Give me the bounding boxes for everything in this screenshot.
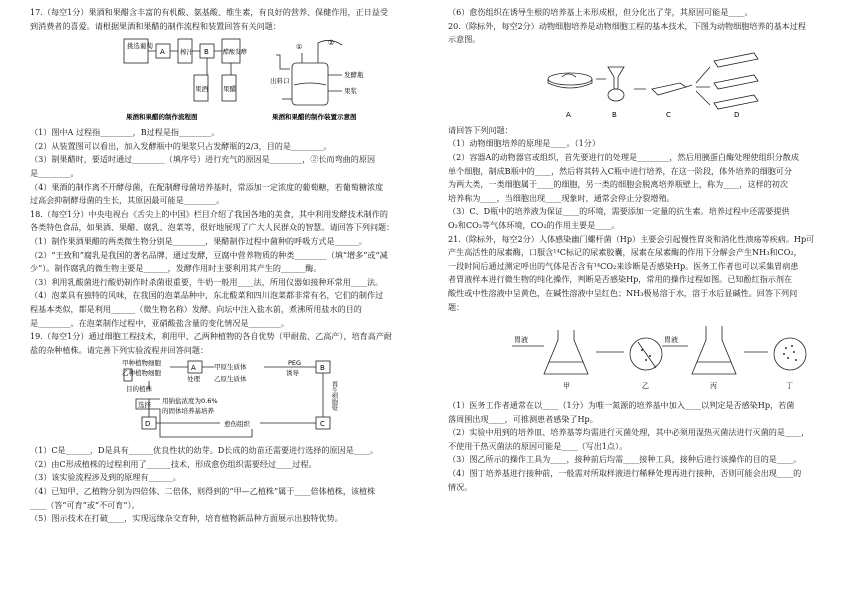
q18-line-8: 程基本类似，都是利用______（微生物名称）发酵。向坛中注入盐水前，煮沸所用盐水的目的 (30, 303, 362, 314)
q19-label-treat: 处理 (187, 375, 200, 384)
q21-line-2: 产生高活性的尿素酶，口服含¹⁴C标记的尿素胶囊，尿素在尿素酶的作用下分解会产生NH₃和CO₂， (448, 247, 802, 258)
q19-box-a: A (191, 364, 196, 373)
q17-caption-flow: 果酒和果醋的制作流程图 (126, 113, 198, 122)
q21-line-4: 者胃液样本进行微生物的纯化操作，判断是否感染Hp，常用的操作过程如图。已知酚红指示剂在 (448, 274, 793, 285)
q17-box-juicing: 榨汁 (180, 48, 193, 57)
q17-line-3: （3）制果醋时，要适时通过________（填序号）进行充气的原因是________，②长而弯曲的原因 (30, 154, 376, 165)
q20-line-2: （1）动物细胞培养的原理是____。（1分） (448, 138, 600, 149)
q18-line-7: （4）泡菜具有独特的风味，在我国的泡菜品种中，东北酸菜和四川泡菜都非常有名，它们的制作过 (30, 290, 384, 301)
q20-label-d: D (734, 110, 740, 119)
q19-label-cell-a: 甲种植物细胞 (122, 359, 161, 368)
q18-line-1: 18.（每空1分）中央电视台《舌尖上的中国》栏目介绍了我国各地的美食，其中利用发酵技术制作的 (30, 208, 388, 219)
q19-label-salt-2: 的固体培养基培养 (162, 407, 214, 416)
q20-line-1: 请回答下列问题： (448, 124, 513, 135)
q17-caption-device: 果酒和果醋的制作装置示意图 (272, 113, 357, 122)
q19-label-salt-1: 用钠盐浓度为0.6% (162, 397, 218, 406)
q19-tail-line: （6）愈伤组织在诱导生根的培养基上未形成根，但分化出了芽，其原因可能是____。 (448, 7, 753, 17)
q21-answer-line-3: （2）实验中用到的培养皿、培养基等均需进行灭菌处理，其中必须用湿热灭菌法进行灭菌的是____， (448, 427, 810, 438)
q19-line-2: （2）由C形成植株的过程利用了______技术，形成愈伤组织需要经过____过程。 (30, 458, 317, 469)
q20-line-7: （3）C、D瓶中的培养液为保证____的环境，需要添加一定量的抗生素。培养过程中还需要提供 (448, 206, 790, 217)
q18-line-4: （2）“王致和”腐乳是我国的著名品牌，通过发酵，豆腐中营养物质的种类________（填“增多”或“减 (30, 249, 388, 260)
q21-answer-line-2: 落周围出现____，可推测患者感染了Hp。 (448, 413, 598, 424)
q21-answer-line-1: （1）医务工作者通常在以____（1分）为唯一氮源的培养基中加入____以判定是否感染Hp，若菌 (448, 400, 795, 411)
q20-line-6: 培养称为____，当细胞出现____现象时，通常会停止分裂增殖。 (448, 192, 675, 203)
q18-line-9: 是________。在泡菜制作过程中，亚硝酸盐含量的变化情况是________。 (30, 317, 290, 328)
q17-label-fermenter: 发酵瓶 (344, 71, 364, 80)
q19-line-6: （5）图示技术在打破____，实现远缘杂交育种，培育植物新品种方面展示出独特优势。 (30, 513, 343, 524)
q19-stem-line-2: 盐的杂种植株。请完善下列实验流程并回答问题： (30, 344, 209, 355)
q21-label-yi: 乙 (642, 382, 649, 391)
q19-label-induce: 诱导 (286, 369, 299, 378)
q17-box-acetic: 醋酸发酵 (223, 49, 248, 57)
q17-line-1: （1）图中A 过程指________，B过程是指________。 (30, 127, 220, 138)
q17-label-pulp: 果浆 (344, 87, 357, 96)
q19-label-proto-b: 乙原生质体 (214, 375, 247, 384)
q17-stem-line-2: 到消费者的喜爱。请根据果酒和果醋的制作流程和装置回答有关问题： (30, 20, 281, 31)
right-column (448, 6, 848, 494)
q21-label-bing: 丙 (710, 382, 717, 391)
q18-line-5: 少”）。制作腐乳的微生物主要是______，发酵作用时主要利用其产生的______酶。 (30, 263, 322, 274)
q19-label-select: 选择 (138, 401, 151, 410)
q20-line-5: 为两大类，一类细胞属于____的细胞，另一类的细胞会脱离培养瓶壁上，称为____，这样的初次 (448, 179, 788, 190)
q19-label-peg: PEG (288, 359, 302, 368)
q21-label-gastric-1: 胃液 (514, 336, 528, 345)
q21-line-1: 21.（除标外，每空2分）人体感染幽门螺杆菌（Hp）主要会引起慢性胃炎和消化性溃疡等疾病。Hp可 (448, 233, 815, 244)
q19-box-b: B (320, 364, 325, 373)
q17-label-outlet: 出料口 (270, 77, 290, 86)
q17-stem-line-1: 17.（每空1分）果酒和果醋含丰富的有机酸、氨基酸、维生素，有良好的营养、保健作用，正日益受 (30, 7, 388, 17)
q18-line-3: （1）制作果酒果醋的两类微生物分别是________，果醋制作过程中菌种的呼吸方式是______。 (30, 235, 367, 246)
q21-label-ding: 丁 (786, 382, 793, 391)
q19-label-cell-b: 乙种植物细胞 (122, 369, 161, 378)
q17-figure (30, 35, 430, 123)
q17-line-2: （2）从装置图可以看出，加入发酵瓶中的果浆只占发酵瓶的2/3，目的是________。 (30, 140, 332, 151)
q17-line-5: （4）果酒的制作离不开酵母菌，在配制酵母菌培养基时，常添加一定浓度的葡萄糖，若葡萄糖浓度 (30, 181, 384, 192)
q17-label-2: ② (328, 39, 335, 48)
q20-stem-line-1: 20.（除标外，每空2分）动物细胞培养是动物细胞工程的基本技术，下图为动物细胞培养的基本过程 (448, 20, 806, 31)
q19-line-5: ____（答“可育”或“不可育”）。 (30, 499, 140, 510)
q18-line-6: （3）利用乳酸菌进行酸奶制作时杀菌很重要，牛奶一般用____法，所用仪器如接种环常用____法。 (30, 276, 384, 287)
q17-box-b: B (204, 48, 209, 57)
left-column (30, 6, 430, 526)
q19-figure (30, 359, 430, 441)
q17-line-4: 是________。 (30, 167, 79, 178)
q19-label-proto-a: 甲原生质体 (214, 363, 247, 372)
q20-line-8: O₂和CO₂等气体环境，CO₂的作用主要是____。 (448, 219, 620, 230)
q21-answer-line-4: 不使用干热灭菌法的原因可能是____（写出1点）。 (448, 440, 628, 451)
q17-box-wine: 果酒 (195, 85, 208, 94)
q21-label-gastric-2: 胃液 (664, 336, 678, 345)
q17-box-vinegar: 果醋 (223, 85, 236, 94)
q21-answer-line-5: （3）图乙所示的操作工具为____，接种前后均需____接种工具，接种后进行该操作的目的是____。 (448, 454, 802, 465)
q20-label-c: C (666, 110, 671, 119)
q20-line-4: 单个细胞，制成B瓶中的____，然后将其转入C瓶中进行培养，在这一阶段，体外培养的细胞可分 (448, 165, 792, 176)
q17-label-1: ① (296, 43, 303, 52)
q19-line-4: （4）已知甲、乙植物分别为四倍体、二倍体，则得到的“甲—乙植株”属于____倍体植株，该植株 (30, 486, 376, 497)
q17-box-pick-grapes: 挑选葡萄 (127, 42, 153, 51)
q19-line-3: （3）该实验流程涉及到的原理有______。 (30, 472, 181, 483)
q19-box-c: C (320, 420, 325, 429)
q20-stem-line-2: 示意图。 (448, 34, 481, 45)
q21-line-5: 酸性或中性溶液中呈黄色，在碱性溶液中呈红色；NH₃极易溶于水，溶于水后显碱性。回答下列问 (448, 287, 798, 298)
q21-answer-line-7: 情况。 (448, 481, 473, 492)
q18-line-2: 各类特色食品，如果酒、果醋、腐乳、泡菜等，很好地展现了广大人民群众的智慧。请回答下列问题： (30, 222, 395, 233)
q17-box-a: A (160, 48, 165, 57)
q20-label-b: B (612, 110, 617, 119)
q21-line-3: 一段时间后通过测定呼出的气体是否含有¹⁴CO₂来诊断是否感染Hp。医务工作者也可以采集胃病患 (448, 260, 799, 271)
q19-label-wall: 再生细胞壁 (330, 381, 338, 412)
q19-stem-line-1: 19.（每空1分）通过细胞工程技术，利用甲、乙两种植物的各自优势（甲耐盐、乙高产），培育高产耐 (30, 331, 393, 342)
q21-label-jia: 甲 (563, 382, 570, 391)
q21-line-6: 题： (448, 301, 465, 312)
q20-label-a: A (566, 110, 571, 119)
q21-answer-line-6: （4）图丁培养基进行接种前，一般需对所取样液进行稀释处理再进行接种，否则可能会出现____的 (448, 468, 802, 479)
q19-box-d: D (145, 420, 151, 429)
q21-figure (448, 316, 848, 396)
q17-line-6: 过高会抑制酵母菌的生长，其原因最可能是________。 (30, 195, 225, 206)
q20-line-3: （2）容器A的动物器官或组织，首先要进行的处理是________，然后用胰蛋白酶处理使组织分散成 (448, 151, 799, 162)
q19-label-target: 目的植株 (126, 385, 152, 394)
q20-figure (448, 49, 848, 121)
q19-label-callus: 愈伤组织 (224, 420, 250, 429)
q19-line-1: （1）C是______，D是具有______优良性状的幼芽。D长成的幼苗还需要进行选择的原因是____。 (30, 445, 379, 456)
